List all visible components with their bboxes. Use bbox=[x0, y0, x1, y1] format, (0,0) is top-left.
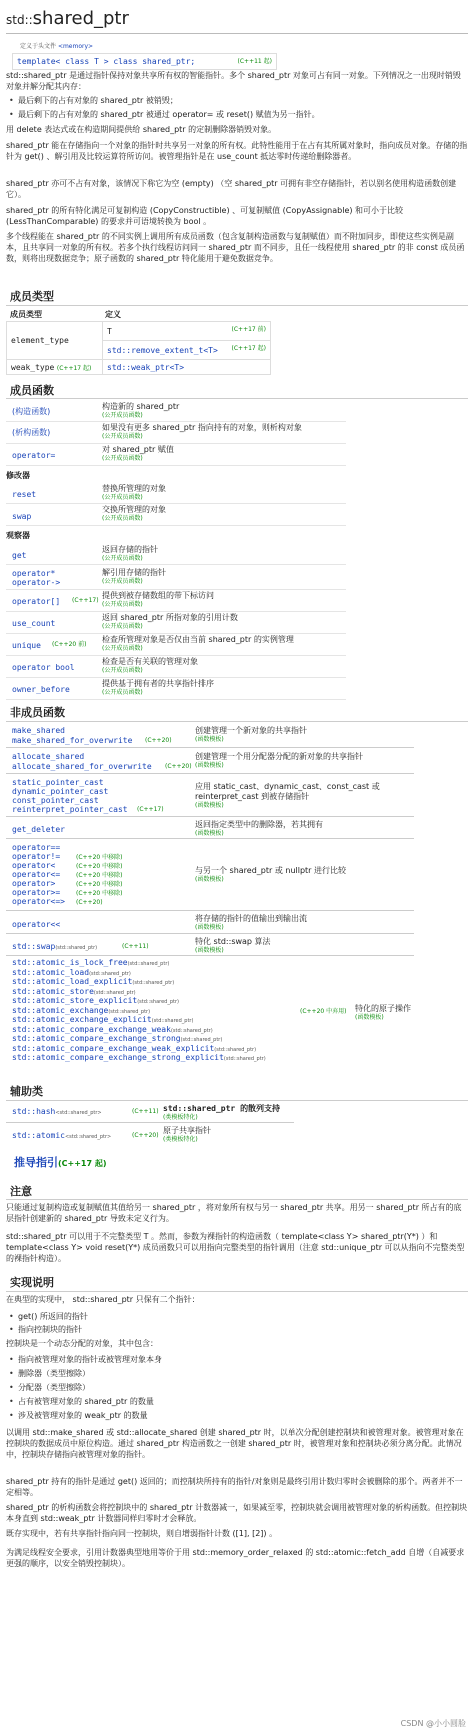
remove-extent-link[interactable]: std::remove_extent_t<T> bbox=[107, 345, 218, 355]
atomic-function-row bbox=[12, 958, 266, 968]
atomic-function-link[interactable]: std::atomic_compare_exchange_weak_explicit bbox=[12, 1043, 215, 1053]
std-swap-sub: (std::shared_ptr) bbox=[55, 945, 98, 951]
helpers-sep bbox=[6, 1122, 294, 1123]
atomic-function-row bbox=[12, 1044, 266, 1054]
mf-row-get bbox=[6, 543, 346, 565]
atomic-function-row bbox=[12, 968, 266, 978]
weak-type-name: weak_type bbox=[11, 362, 55, 372]
atomic-function-link[interactable]: std::atomic_is_lock_free bbox=[12, 958, 128, 967]
impl-p2: 控制块是一个动态分配的对象，其中包含： bbox=[6, 1339, 158, 1348]
atomic-function-link[interactable]: std::atomic_exchange_explicit bbox=[12, 1015, 152, 1024]
comparison-op-link[interactable]: operator<= bbox=[12, 870, 61, 879]
impl-rule bbox=[6, 1291, 468, 1292]
title-divider bbox=[6, 33, 468, 34]
mf-ownerbefore-link[interactable]: owner_before bbox=[12, 685, 70, 694]
reinterpret-pointer-cast-link[interactable]: reinterpret_pointer_cast bbox=[12, 805, 128, 814]
nm-sep bbox=[6, 838, 414, 839]
member-type-row-element bbox=[7, 322, 271, 341]
g1-desc-box bbox=[195, 726, 307, 743]
intro-p3: shared_ptr 能在存储指向一个对象的指针时共享另一对象的所有权。此特性能用于在占有其所属对象时，指向成员对象。存储的指针为 get() 、解引用及比较运算符所访问。被管理指针是在 use_count 抵达零时传递给删除器者。 bbox=[6, 141, 468, 161]
mf-tag: (公开成员函数) bbox=[102, 455, 143, 462]
h2-desc: 原子共享指针 bbox=[163, 1126, 211, 1135]
nm-sep bbox=[6, 816, 414, 817]
atomic-function-sub: (std::shared_ptr) bbox=[170, 1027, 213, 1034]
comparison-op-link[interactable]: operator> bbox=[12, 879, 56, 888]
mf-tag: (公开成员函数) bbox=[102, 623, 143, 630]
deduction-guides-row bbox=[14, 1156, 107, 1171]
comparison-op-row bbox=[12, 897, 122, 906]
comparison-operators bbox=[12, 843, 122, 906]
mf-row-assign bbox=[6, 444, 346, 466]
declaration-code: template< class T > class shared_ptr; bbox=[17, 57, 196, 66]
impl-cb-3: • 分配器（类型擦除） bbox=[18, 1382, 90, 1393]
nm-tag: (函数模板) bbox=[195, 830, 224, 837]
mf-swap-desc: 交换所管理的对象 bbox=[102, 505, 166, 514]
atomic-function-link[interactable]: std::atomic_compare_exchange_strong_explicit bbox=[12, 1053, 224, 1062]
nm-sep bbox=[6, 933, 414, 934]
mf-get-desc: 返回存储的指针 bbox=[102, 545, 158, 554]
static-pointer-cast-link[interactable]: static_pointer_cast bbox=[12, 778, 104, 787]
nm-tag: (函数模板) bbox=[195, 802, 224, 809]
atomic-function-sub: (std::shared_ptr) bbox=[137, 999, 179, 1005]
const-pointer-cast-link[interactable]: const_pointer_cast bbox=[12, 796, 99, 805]
get-deleter-link[interactable]: get_deleter bbox=[12, 825, 65, 834]
std-atomic-link[interactable] bbox=[12, 1131, 111, 1142]
element-type-ver-a: (C++17 前) bbox=[231, 325, 266, 333]
atomic-deprecated-ver: (C++20 中弃用) bbox=[300, 1008, 347, 1015]
comparison-op-link[interactable]: operator< bbox=[12, 861, 56, 870]
mf-row-bool bbox=[6, 656, 346, 678]
header-prefix: 定义于头文件 bbox=[20, 43, 57, 50]
element-type-ver-b: (C++17 起) bbox=[231, 344, 266, 352]
mf-tag: (公开成员函数) bbox=[102, 645, 143, 652]
std-atomic-sub: <std::shared_ptr> bbox=[64, 1134, 112, 1140]
comparison-op-ver: (C++20 中移除) bbox=[76, 881, 123, 888]
atomic-function-sub: (std::shared_ptr) bbox=[93, 989, 136, 996]
std-hash-link[interactable] bbox=[12, 1107, 102, 1118]
mf-usecount-link[interactable]: use_count bbox=[12, 619, 56, 628]
mf-deref-desc: 解引用存储的指针 bbox=[102, 568, 166, 577]
comparison-op-row bbox=[12, 888, 122, 897]
comparison-op-link[interactable]: operator>= bbox=[12, 888, 61, 897]
mf-tag: (公开成员函数) bbox=[102, 494, 143, 501]
mf-unique-link[interactable]: unique bbox=[12, 641, 41, 650]
atomic-function-link[interactable]: std::atomic_store_explicit bbox=[12, 996, 138, 1005]
g2-desc: 创建管理一个用分配器分配的新对象的共享指针 bbox=[195, 752, 363, 761]
reinterpret-ver: (C++17) bbox=[137, 806, 164, 813]
g6-desc-box bbox=[195, 914, 307, 931]
atomic-function-row bbox=[12, 1025, 266, 1035]
comparison-op-link[interactable]: operator!= bbox=[12, 852, 61, 861]
comparison-op-ver: (C++20) bbox=[76, 899, 103, 906]
impl-cb-4: • 占有被管理对象的 shared_ptr 的数量 bbox=[18, 1396, 154, 1407]
mf-row-swap bbox=[6, 504, 346, 526]
mf-swap-link[interactable]: swap bbox=[12, 512, 32, 521]
comparison-op-ver: (C++20 中移除) bbox=[76, 872, 123, 879]
std-atomic-ver: (C++20) bbox=[132, 1132, 159, 1139]
make-shared-overwrite-link[interactable]: make_shared_for_overwrite bbox=[12, 736, 133, 745]
impl-p1: 在典型的实现中， std::shared_ptr 只保有二个指针： bbox=[6, 1295, 200, 1304]
g8-tag: (函数模板) bbox=[355, 1014, 384, 1021]
mf-tag: (公开成员函数) bbox=[102, 601, 143, 608]
mf-row-usecount bbox=[6, 612, 346, 634]
std-swap-ver: (C++11) bbox=[122, 943, 149, 950]
element-type-def-a: T bbox=[107, 326, 112, 336]
comparison-op-link[interactable]: operator<=> bbox=[12, 897, 65, 906]
nonmember-heading: 非成员函数 bbox=[10, 706, 65, 719]
mf-unique-desc: 检查所管理对象是否仅由当前 shared_ptr 的实例管理 bbox=[102, 635, 294, 644]
nm-tag: (函数模板) bbox=[195, 947, 224, 954]
modifiers-heading: 修改器 bbox=[6, 471, 30, 480]
atomic-function-row bbox=[12, 1053, 266, 1063]
allocate-shared-link[interactable]: allocate_shared bbox=[12, 752, 85, 761]
intro-p6: 多个线程能在 shared_ptr 的不同实例上调用所有成员函数（包含复制构造函数与复制赋值）而不附加同步，即使这些实例是副本，且共享同一对象的所有权。若多个执行线程访问同一 shared_ptr 而不同步，且任一线程使用 shared_ptr 的非 const 成员函数，则将出现数据竞争；原子函数的 shared_ptr 特化能用于避免数据竞争。 bbox=[6, 232, 465, 263]
g7-desc: 特化 std::swap 算法 bbox=[195, 937, 271, 946]
atomic-function-sub: (std::shared_ptr) bbox=[89, 970, 131, 977]
atomic-function-link[interactable]: std::atomic_store bbox=[12, 986, 94, 996]
member-types-col1: 成员类型 bbox=[10, 310, 42, 319]
mf-ctor-link[interactable]: (构造函数) bbox=[12, 407, 51, 416]
nm-sep bbox=[6, 773, 414, 774]
helpers-tag: (类模板特化) bbox=[163, 1136, 198, 1143]
h2-desc-box bbox=[163, 1126, 211, 1143]
member-functions-rule bbox=[6, 398, 468, 399]
impl-p4: shared_ptr 持有的指针是通过 get() 返回的；而控制块所持有的指针/对象则是最终引用计数归零时会被删除的那个。两者并不一定相等。 bbox=[6, 1477, 463, 1497]
comparison-op-ver: (C++20 中移除) bbox=[76, 863, 123, 870]
g5-desc: 与另一个 shared_ptr 或 nullptr 进行比较 bbox=[195, 866, 347, 875]
intro-p4: shared_ptr 亦可不占有对象，该情况下称它为空 (empty) （空 shared_ptr 可拥有非空存储指针，若以别名使用构造函数创建它）。 bbox=[6, 179, 457, 199]
std-atomic-name: std::atomic bbox=[12, 1131, 65, 1140]
mf-row-ctor bbox=[6, 401, 346, 422]
deduction-guides-link[interactable]: 推导指引 bbox=[14, 1156, 58, 1169]
mf-row-deref bbox=[6, 565, 346, 590]
impl-p7: 为满足线程安全要求，引用计数器典型地用等价于用 std::memory_order_relaxed 的 std::atomic::fetch_add 自增（自减要求更强的顺序，以安全销毁控制块）。 bbox=[6, 1548, 465, 1568]
comparison-op-row bbox=[12, 861, 122, 870]
helpers-rule bbox=[6, 1100, 468, 1101]
comparison-op-ver: (C++20 中移除) bbox=[76, 854, 123, 861]
header-line bbox=[20, 43, 93, 51]
g1-desc: 创建管理一个新对象的共享指针 bbox=[195, 726, 307, 735]
impl-p5: shared_ptr 的析构函数会将控制块中的 shared_ptr 计数器减一，如果减至零，控制块就会调用被管理对象的析构函数。但控制块本身直到 std::weak_ptr 计数器同样归零时才会释放。 bbox=[6, 1503, 468, 1523]
mf-reset-link[interactable]: reset bbox=[12, 490, 37, 499]
mf-get-link[interactable]: get bbox=[12, 551, 27, 560]
g3-desc-box bbox=[195, 782, 420, 809]
declaration-box bbox=[12, 53, 277, 70]
member-functions-heading: 成员函数 bbox=[10, 384, 54, 397]
mf-subscript-desc: 提供到被存储数组的带下标访问 bbox=[102, 591, 214, 600]
title-name: shared_ptr bbox=[32, 8, 129, 29]
atomic-function-link[interactable]: std::atomic_load bbox=[12, 967, 90, 977]
mf-reset-desc: 替换所管理的对象 bbox=[102, 484, 166, 493]
mf-dtor-desc: 如果没有更多 shared_ptr 指向持有的对象，则析构对象 bbox=[102, 423, 302, 432]
impl-bullet-2: • 指向控制块的指针 bbox=[18, 1324, 82, 1335]
g3-desc: 应用 static_cast、dynamic_cast、const_cast 或 reinterpret_cast 到被存储指针 bbox=[195, 782, 380, 801]
std-swap-name: std::swap bbox=[12, 942, 56, 951]
impl-p6: 既存实现中，若有共享指针指向同一控制块，则自增弱指针计数 ([1], [2]) 。 bbox=[6, 1529, 278, 1538]
helpers-heading: 辅助类 bbox=[10, 1085, 43, 1098]
mf-tag: (公开成员函数) bbox=[102, 515, 143, 522]
mf-subscript-ver: (C++17) bbox=[72, 597, 99, 604]
atomic-function-row bbox=[12, 996, 266, 1006]
notes-heading: 注意 bbox=[10, 1185, 32, 1198]
g8-desc: 特化的原子操作 bbox=[355, 1004, 411, 1013]
mf-deref-link[interactable]: operator* bbox=[12, 569, 56, 578]
nm-sep bbox=[6, 747, 414, 748]
notes-p1: 只能通过复制构造或复制赋值其值给另一 shared_ptr ，将对象所有权与另一 shared_ptr 共享。用另一 shared_ptr 所占有的底层指针创建新的 shared_ptr 导致未定义行为。 bbox=[6, 1203, 462, 1223]
deduction-guides-ver: (C++17 起) bbox=[58, 1159, 107, 1168]
g2-desc-box bbox=[195, 752, 363, 769]
make-shared-overwrite-ver: (C++20) bbox=[145, 737, 172, 744]
notes-p2: std::shared_ptr 可以用于不完整类型 T 。然而，参数为裸指针的构造函数（ template<class Y> shared_ptr(Y*) ）和 template<class Y> void reset(Y*) 成员函数只可以用指向完整类型的指针调用（注意 std::unique_ptr 可以从指向不完整类型的裸指针构造）。 bbox=[6, 1232, 465, 1263]
make-shared-link[interactable]: make_shared bbox=[12, 726, 65, 735]
impl-cb-5: • 涉及被管理对象的 weak_ptr 的数量 bbox=[18, 1410, 148, 1421]
mf-arrow-link[interactable]: operator-> bbox=[12, 578, 61, 587]
mf-tag: (公开成员函数) bbox=[102, 412, 143, 419]
comparison-op-row bbox=[12, 870, 122, 879]
nm-tag: (函数模板) bbox=[195, 876, 224, 883]
weak-type-ver: (C++17 起) bbox=[56, 364, 92, 372]
member-type-row-weak bbox=[7, 360, 271, 375]
mf-tag: (公开成员函数) bbox=[102, 689, 143, 696]
stream-operator-link[interactable]: operator<< bbox=[12, 920, 61, 929]
mf-ownerbefore-desc: 提供基于拥有者的共享指针排序 bbox=[102, 679, 214, 688]
mf-bool-desc: 检查是否有关联的管理对象 bbox=[102, 657, 198, 666]
atomic-function-link[interactable]: std::atomic_compare_exchange_strong bbox=[12, 1034, 181, 1043]
mf-tag: (公开成员函数) bbox=[102, 433, 143, 440]
atomic-function-sub: (std::shared_ptr) bbox=[180, 1037, 223, 1043]
mf-row-dtor bbox=[6, 422, 346, 444]
comparison-op-row bbox=[12, 879, 122, 888]
atomic-function-sub: (std::shared_ptr) bbox=[127, 961, 170, 967]
allocate-shared-overwrite-ver: (C++20) bbox=[165, 763, 192, 770]
nm-tag: (函数模板) bbox=[195, 762, 224, 769]
mf-row-subscript bbox=[6, 590, 346, 612]
atomic-function-link[interactable]: std::atomic_exchange bbox=[12, 1005, 109, 1015]
mf-tag: (公开成员函数) bbox=[102, 578, 143, 585]
std-hash-sub: <std::shared_ptr> bbox=[55, 1110, 102, 1116]
comparison-op-link[interactable]: operator== bbox=[12, 843, 61, 852]
atomic-function-sub: (std::shared_ptr) bbox=[132, 980, 175, 986]
impl-p3: 以调用 std::make_shared 或 std::allocate_shared 创建 shared_ptr 时，以单次分配创建控制块和被管理对象。被管理对象在控制块的数据成员中原位构造。通过 shared_ptr 构造函数之一创建 shared_ptr 时，被管理对象和控制块必须分离分配。此情况中，控制块存储指向被管理对象的指针。 bbox=[6, 1428, 464, 1459]
impl-cb-1: • 指向被管理对象的指针或被管理对象本身 bbox=[18, 1354, 162, 1365]
helpers-tag: (类模板特化) bbox=[163, 1114, 198, 1121]
member-types-col2: 定义 bbox=[105, 310, 121, 319]
g7-desc-box bbox=[195, 937, 271, 954]
allocate-shared-overwrite-link[interactable]: allocate_shared_for_overwrite bbox=[12, 762, 152, 771]
dynamic-pointer-cast-link[interactable]: dynamic_pointer_cast bbox=[12, 787, 109, 796]
atomic-functions-list bbox=[12, 958, 266, 1063]
mf-subscript-link[interactable]: operator[] bbox=[12, 597, 61, 606]
mf-row-reset bbox=[6, 482, 346, 504]
notes-rule bbox=[6, 1199, 468, 1200]
mf-row-unique bbox=[6, 634, 346, 656]
mf-ctor-desc: 构造新的 shared_ptr bbox=[102, 402, 180, 411]
comparison-op-row bbox=[12, 852, 122, 861]
mf-tag: (公开成员函数) bbox=[102, 667, 143, 674]
weak-ptr-link[interactable]: std::weak_ptr<T> bbox=[107, 362, 185, 372]
declaration-version: (C++11 起) bbox=[237, 58, 272, 65]
mf-row-ownerbefore bbox=[6, 678, 346, 700]
atomic-function-sub: (std::shared_ptr) bbox=[151, 1018, 194, 1024]
mf-bool-link[interactable]: operator bool bbox=[12, 663, 75, 672]
intro-p5: shared_ptr 的所有特化满足可复制构造 (CopyConstructible) 、可复制赋值 (CopyAssignable) 和可小于比较 (LessThanComparable) 的要求并可语境转换为 bool 。 bbox=[6, 206, 404, 226]
atomic-function-link[interactable]: std::atomic_load_explicit bbox=[12, 977, 133, 986]
atomic-function-sub: (std::shared_ptr) bbox=[223, 1056, 266, 1062]
title-namespace: std:: bbox=[6, 13, 33, 27]
atomic-function-sub: (std::shared_ptr) bbox=[214, 1046, 257, 1053]
g4-desc: 返回指定类型中的删除器，若其拥有 bbox=[195, 820, 323, 829]
g5-desc-box bbox=[195, 866, 346, 883]
nm-sep bbox=[6, 955, 414, 956]
g4-desc-box bbox=[195, 820, 323, 837]
comparison-op-row bbox=[12, 843, 122, 852]
h1-desc: std::shared_ptr 的散列支持 bbox=[163, 1104, 281, 1113]
element-type-name: element_type bbox=[11, 336, 69, 345]
atomic-function-row bbox=[12, 977, 266, 987]
atomic-function-row bbox=[12, 987, 266, 997]
member-types-table bbox=[6, 321, 271, 375]
comparison-op-ver: (C++20 中移除) bbox=[76, 890, 123, 897]
member-types-rule bbox=[6, 305, 468, 306]
impl-cb-2: • 删除器（类型擦除） bbox=[18, 1368, 90, 1379]
observers-heading: 观察器 bbox=[6, 531, 30, 540]
mf-tag: (公开成员函数) bbox=[102, 555, 143, 562]
mf-assign-desc: 对 shared_ptr 赋值 bbox=[102, 445, 174, 454]
atomic-function-link[interactable]: std::atomic_compare_exchange_weak bbox=[12, 1024, 171, 1034]
intro-bullet-2: • 最后剩下的占有对象的 shared_ptr 被通过 operator= 或 reset() 赋值为另一指针。 bbox=[18, 109, 320, 120]
header-file-link[interactable]: <memory> bbox=[57, 43, 94, 50]
page-title bbox=[6, 8, 129, 31]
intro-p2: 用 delete 表达式或在构造期间提供给 shared_ptr 的定制删除器销毁对象。 bbox=[6, 125, 277, 134]
atomic-function-row bbox=[12, 1006, 266, 1016]
nm-sep bbox=[6, 910, 414, 911]
mf-usecount-desc: 返回 shared_ptr 所指对象的引用计数 bbox=[102, 613, 238, 622]
g8-desc-box bbox=[355, 1004, 411, 1021]
atomic-function-row bbox=[12, 1015, 266, 1025]
std-hash-name: std::hash bbox=[12, 1107, 56, 1116]
g6-desc: 将存储的指针的值输出到输出流 bbox=[195, 914, 307, 923]
impl-bullet-1: • get() 所返回的指针 bbox=[18, 1311, 88, 1322]
nonmember-rule bbox=[6, 721, 468, 722]
std-hash-ver: (C++11) bbox=[132, 1108, 159, 1115]
member-types-heading: 成员类型 bbox=[10, 290, 54, 303]
mf-assign-link[interactable]: operator= bbox=[12, 451, 56, 460]
std-swap-link[interactable] bbox=[12, 942, 97, 953]
nm-tag: (函数模板) bbox=[195, 736, 224, 743]
atomic-function-row bbox=[12, 1034, 266, 1044]
mf-unique-ver: (C++20 前) bbox=[52, 641, 87, 648]
h1-desc-box bbox=[163, 1104, 280, 1121]
intro-bullet-1: • 最后剩下的占有对象的 shared_ptr 被销毁； bbox=[18, 95, 178, 106]
watermark: CSDN @小小圆脸 bbox=[400, 1719, 466, 1728]
intro-p1: std::shared_ptr 是通过指针保持对象共享所有权的智能指针。多个 shared_ptr 对象可占有同一对象。下列情况之一出现时销毁对象并解分配其内存： bbox=[6, 71, 461, 91]
nm-tag: (函数模板) bbox=[195, 924, 224, 931]
impl-heading: 实现说明 bbox=[10, 1276, 54, 1289]
atomic-function-sub: (std::shared_ptr) bbox=[108, 1008, 151, 1015]
mf-dtor-link[interactable]: (析构函数) bbox=[12, 428, 51, 437]
